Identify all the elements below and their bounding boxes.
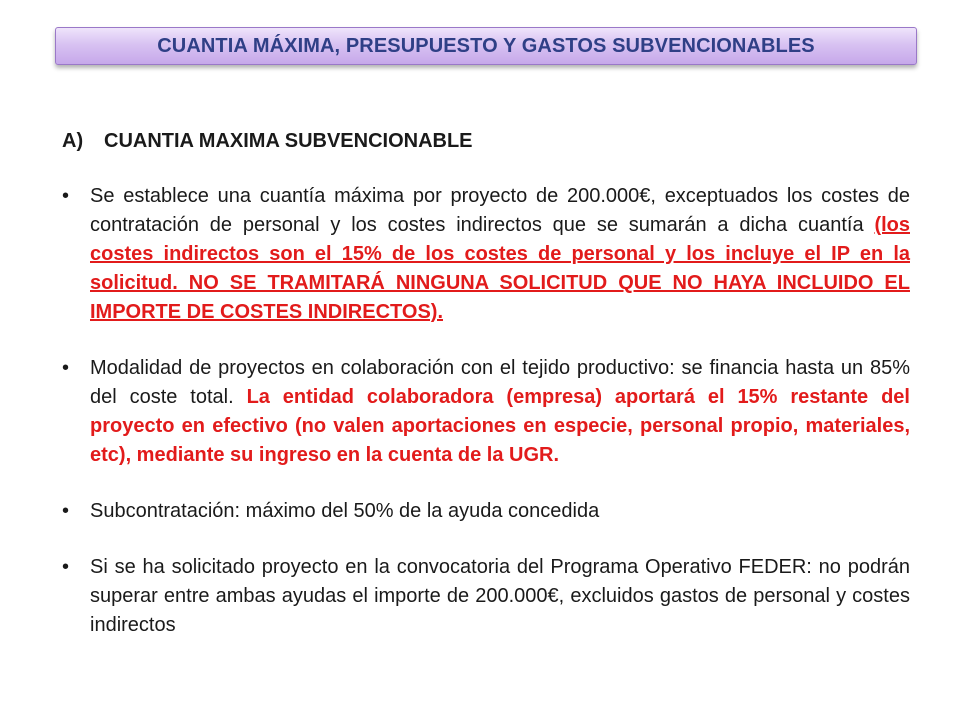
bullet-body: Subcontratación: máximo del 50% de la ayuda concedida — [90, 500, 600, 522]
bullet-text — [90, 497, 910, 526]
bullet-icon: • — [62, 357, 70, 379]
title-banner — [55, 27, 917, 65]
bullet-icon: • — [62, 500, 70, 522]
bullet-body: Si se ha solicitado proyecto en la convocatoria del Programa Operativo FEDER: no podrán superar entre ambas ayudas el importe de 200.000€, excluidos gastos de personal y costes indirectos — [90, 556, 910, 636]
slide-title: CUANTIA MÁXIMA, PRESUPUESTO Y GASTOS SUBVENCIONABLES — [157, 34, 815, 57]
bullet-icon: • — [62, 185, 70, 207]
bullet-highlight-company-contribution: La entidad colaboradora (empresa) aportará el 15% restante del proyecto en efectivo (no valen aportaciones en especie, personal propio, materiales, etc), mediante su ingreso en la cuenta de la UGR. — [90, 386, 910, 466]
section-heading — [62, 127, 910, 156]
bullet-text — [90, 354, 910, 470]
bullet-item-feder — [62, 553, 910, 640]
bullet-icon: • — [62, 556, 70, 578]
slide-content — [62, 127, 910, 667]
bullet-body: Se establece una cuantía máxima por proyecto de 200.000€, exceptuados los costes de contratación de personal y los costes indirectos que se sumarán a dicha cuantía — [90, 185, 910, 236]
bullet-item-collaboration — [62, 354, 910, 470]
bullet-text — [90, 553, 910, 640]
section-letter: A) — [62, 130, 84, 152]
bullet-text — [90, 182, 910, 327]
bullet-item-subcontracting — [62, 497, 910, 526]
bullet-highlight-indirect-costs: (los costes indirectos son el 15% de los costes de personal y los incluye el IP en la solicitud. NO SE TRAMITARÁ NINGUNA SOLICITUD QUE NO HAYA INCLUIDO EL IMPORTE DE COSTES INDIRECTOS). — [90, 214, 910, 323]
section-heading-text: CUANTIA MAXIMA SUBVENCIONABLE — [104, 130, 473, 152]
bullet-item-max-amount — [62, 182, 910, 327]
bullet-body: Modalidad de proyectos en colaboración con el tejido productivo: se financia hasta un 85% del coste total. — [90, 357, 910, 408]
